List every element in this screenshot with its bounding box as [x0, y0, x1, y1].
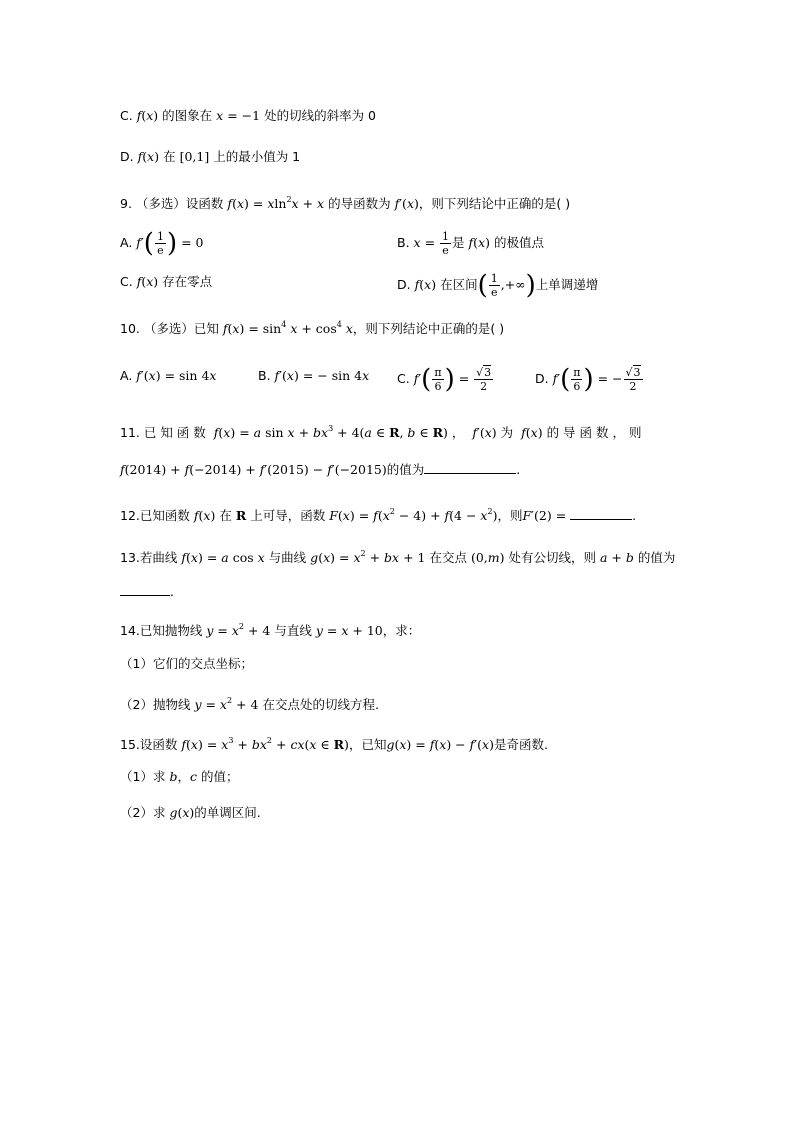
answer-blank[interactable]	[570, 507, 632, 520]
q8-option-d: D. f(x) 在 [0,1] 上的最小值为 1	[120, 149, 301, 164]
q9-option-d: D. f(x) 在区间( $\frac{1}{e}$ ,+∞)上单调递增	[397, 270, 599, 301]
q12-stem: 12.已知函数 f(x) 在 R 上可导，函数 $F(x) = f(x^2 - 4) + f(4 - x^2)$，则F′(2) = .	[120, 507, 637, 523]
q13-stem: 13.若曲线 f(x) = a cos x 与曲线 $g(x) = x^2$ + bx + 1 在交点 (0,m) 处有公切线，则 a + b 的值为	[120, 549, 676, 565]
q10-option-c: C. f′( $\frac{\pi}{6}$ ) = $\frac{√3}{2}$	[397, 364, 492, 395]
q10-option-d: D. f′( $\frac{\pi}{6}$ ) = − $\frac{√3}{2}$	[535, 364, 641, 395]
q14-stem: 14.已知抛物线 $y = x^2 + 4$ 与直线 y = x + 10，求：	[120, 622, 421, 638]
q15-sub2: （2）求 g(x)的单调区间.	[120, 805, 261, 820]
q9-option-a: A. f′( $\frac{1}{e}$ ) = 0	[120, 228, 204, 259]
q8-option-c: C. f(x) 的图象在 x = −1 处的切线的斜率为 0	[120, 108, 376, 123]
q15-stem: 15.设函数 $f(x) = x^3 + bx^2 + cx(x$ ∈ R)，已知g(x) = f(x) − f′(x)是奇函数.	[120, 736, 548, 752]
q11-stem: 11. 已 知 函 数 f(x) = a $\sin x + bx^3 + 4(a$ ∈ R, b ∈ R) ， f′(x) 为 f(x) 的 导 函 数 ， 则	[120, 424, 642, 440]
math: f	[136, 108, 142, 123]
q11-line2: f(2014) + f(−2014) + f′(2015) − f′(−2015)的值为 .	[120, 462, 521, 477]
q14-sub1: （1）它们的交点坐标；	[120, 656, 253, 671]
q14-sub2: （2）抛物线 $y = x^2 + 4$ 在交点处的切线方程.	[120, 696, 379, 712]
answer-blank[interactable]	[120, 583, 170, 596]
q13-blank-line: .	[120, 582, 174, 602]
q9-option-b: B. x = $\frac{1}{e}$ 是 f(x) 的极值点	[397, 230, 545, 257]
q9-option-c: C. f(x) 存在零点	[120, 274, 213, 289]
answer-blank[interactable]	[424, 461, 516, 474]
q10-option-b: B. f′(x) = − sin 4x	[258, 368, 370, 383]
q10-stem: 10. （多选）已知 $f(x) = \sin^4 x + \cos^4 x$，则下列结论中正确的是( )	[120, 320, 505, 336]
q10-option-a: A. f′(x) = sin 4x	[120, 368, 217, 383]
q9-stem: 9. （多选）设函数 f(x) = xln$^2$x + x 的导函数为 f′(x)，则下列结论中正确的是( )	[120, 195, 571, 211]
q15-sub1: （1）求 b，c 的值；	[120, 769, 239, 784]
